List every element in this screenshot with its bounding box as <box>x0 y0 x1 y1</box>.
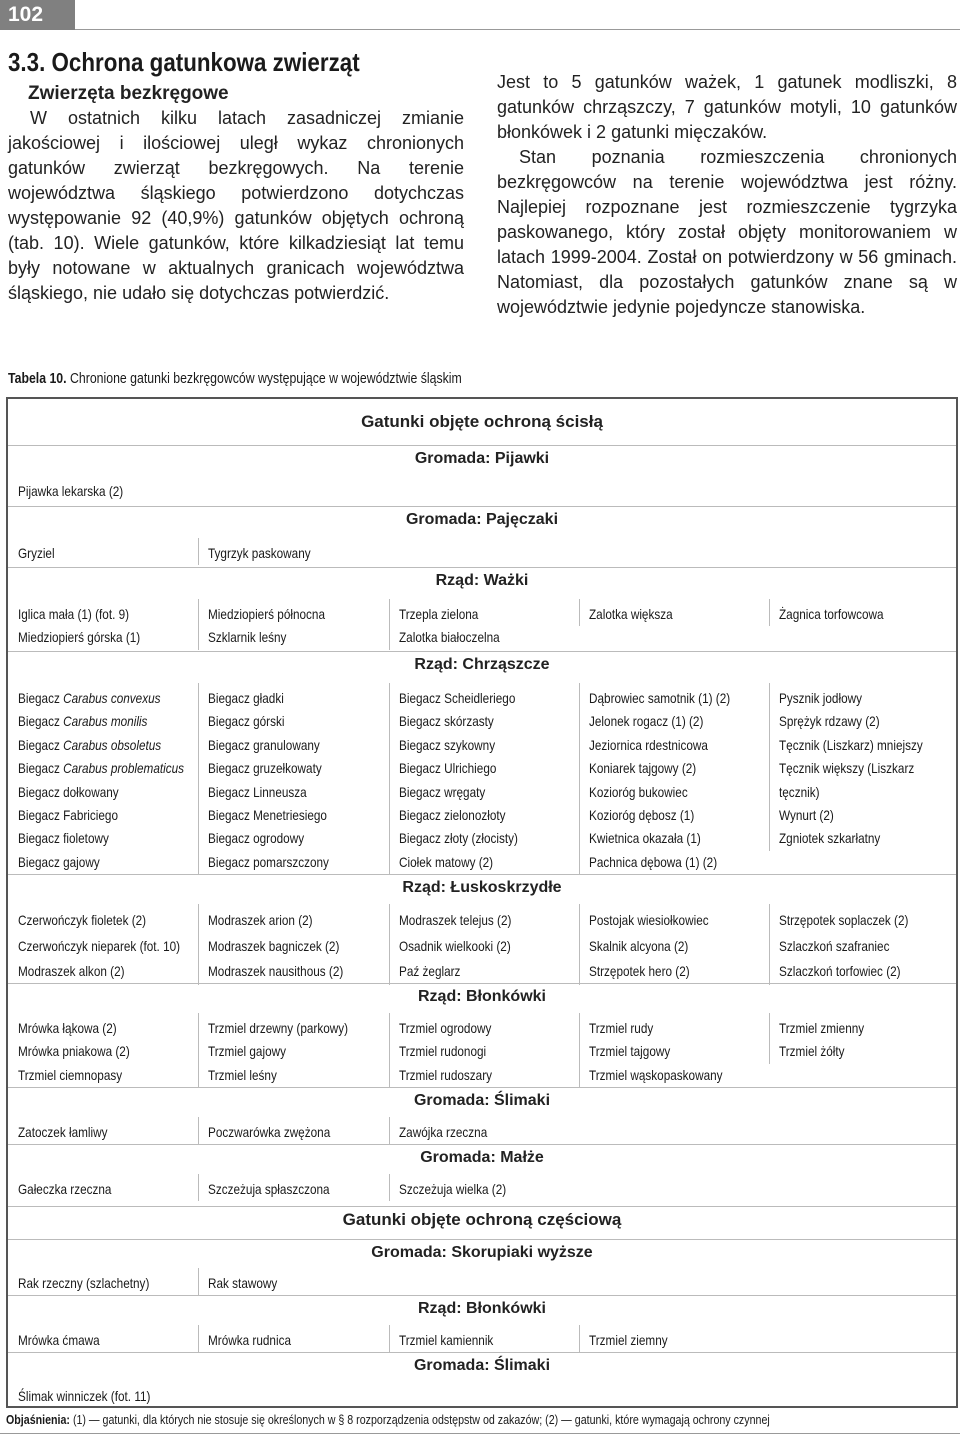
species-name: Kozioróg dębosz (1) <box>589 807 695 824</box>
cell-divider <box>389 1325 390 1352</box>
species-cell <box>8 1178 198 1201</box>
species-name: Zatoczek łamliwy <box>18 1124 108 1140</box>
cell-divider <box>579 1013 580 1087</box>
species-name: Koniarek tajgowy (2) <box>589 760 697 777</box>
species-name: Żagnica torfowcowa <box>779 606 884 622</box>
species-cell <box>198 1272 388 1295</box>
species-name: Trzmiel rudonogi <box>399 1043 487 1060</box>
latin-name: Carabus problematicus <box>63 760 185 777</box>
species-name: Trzmiel kamiennik <box>399 1332 494 1348</box>
cell-divider <box>198 1325 199 1352</box>
right-paragraph-2: Stan poznania rozmieszczenia chronionych bezkręgowców na terenie województwa jest różny. Najlepiej rozpoznane jest rozmieszczenie tygrzyka paskowanego, który został objęty monitorowaniem w latach 1999-2004. Został on potwierdzony w 56 gminach. Natomiast, dla pozostałych gatunków znane są w województwie jedynie pojedyncze stanowiska. <box>497 147 957 317</box>
species-cell <box>389 1121 579 1144</box>
section-heading: Gatunki objęte ochroną ścisłą <box>8 412 956 432</box>
species-name: Biegacz gajowy <box>18 853 100 870</box>
species-name: Trzmiel ogrodowy <box>399 1020 492 1036</box>
species-name: Biegacz dołkowany <box>18 783 119 800</box>
species-name: Biegacz Carabus monilis <box>18 713 148 730</box>
species-cell <box>389 1329 579 1352</box>
species-name: Zalotka białoczelna <box>399 629 500 646</box>
species-cell <box>389 603 579 650</box>
species-cell <box>8 603 198 650</box>
species-name: Kozioróg bukowiec <box>589 783 688 800</box>
species-name: Modraszek nausithous (2) <box>208 963 344 979</box>
species-name: Biegacz Carabus obsoletus <box>18 736 162 753</box>
row-divider <box>8 1295 956 1296</box>
species-cell <box>579 908 769 985</box>
species-cell <box>579 603 769 626</box>
species-cell <box>198 1329 388 1352</box>
species-name: Skalnik alcyona (2) <box>589 937 689 954</box>
species-name: Biegacz Scheidleriego <box>399 690 516 706</box>
section-heading: Gromada: Ślimaki <box>8 1356 956 1376</box>
row-divider <box>8 506 956 507</box>
cell-divider <box>198 599 199 650</box>
section-heading: Gromada: Małże <box>8 1148 956 1168</box>
section-heading: Gromada: Pajęczaki <box>8 510 956 530</box>
row-divider <box>8 983 956 984</box>
latin-name: Carabus convexus <box>63 690 161 706</box>
species-name: Gałeczka rzeczna <box>18 1181 112 1197</box>
species-cell <box>579 687 769 874</box>
species-cell <box>769 687 959 851</box>
section-heading: Rząd: Błonkówki <box>8 1299 956 1319</box>
species-name: Iglica mała (1) (fot. 9) <box>18 606 130 622</box>
species-name: Trzmiel rudoszary <box>399 1066 493 1083</box>
species-name: Zgniotek szkarłatny <box>779 830 881 847</box>
species-name: Miedziopierś północna <box>208 606 326 622</box>
species-cell <box>8 687 198 874</box>
page-number: 102 <box>0 0 75 30</box>
species-name: Trzmiel leśny <box>208 1066 277 1083</box>
species-name: Modraszek telejus (2) <box>399 912 512 928</box>
species-name: Mrówka łąkowa (2) <box>18 1020 117 1036</box>
species-name: Biegacz pomarszczony <box>208 853 329 870</box>
species-name: Mrówka pniakowa (2) <box>18 1043 130 1060</box>
section-heading: Gromada: Skorupiaki wyższe <box>8 1243 956 1263</box>
species-name: Pijawka lekarska (2) <box>18 483 124 499</box>
species-name: Rak stawowy <box>208 1275 278 1291</box>
species-name: Szlaczkoń torfowiec (2) <box>779 963 901 979</box>
species-name: Mrówka ćmawa <box>18 1332 100 1348</box>
species-name: Kwietnica okazała (1) <box>589 830 701 847</box>
species-cell <box>389 687 579 874</box>
species-cell <box>8 480 198 503</box>
species-name: Osadnik wielkooki (2) <box>399 937 511 954</box>
species-name: Modraszek bagniczek (2) <box>208 937 340 954</box>
species-name: Biegacz Linneusza <box>208 783 307 800</box>
species-name: Czerwończyk fioletek (2) <box>18 912 147 928</box>
species-name: Trzmiel drzewny (parkowy) <box>208 1020 349 1036</box>
species-name: Szczeżuja wielka (2) <box>399 1181 507 1197</box>
species-name: Biegacz Fabriciego <box>18 807 119 824</box>
species-cell <box>8 1121 198 1144</box>
species-cell <box>198 1178 388 1201</box>
species-name: Biegacz ogrodowy <box>208 830 305 847</box>
row-divider <box>8 1087 956 1088</box>
species-name: Trzmiel żółty <box>779 1043 845 1060</box>
cell-divider <box>389 683 390 874</box>
cell-divider <box>198 904 199 985</box>
bottom-rule <box>0 1433 960 1434</box>
species-name: Postojak wiesiołkowiec <box>589 912 709 928</box>
species-name: Strzępotek soplaczek (2) <box>779 912 909 928</box>
species-name: Tęcznik większy (Liszkarz <box>779 760 915 777</box>
section-heading: Gromada: Ślimaki <box>8 1091 956 1111</box>
species-name: Trzepla zielona <box>399 606 479 622</box>
species-name: Biegacz Carabus problematicus <box>18 760 185 777</box>
species-cell <box>389 1017 579 1087</box>
species-cell <box>389 908 579 985</box>
species-cell <box>769 1017 959 1064</box>
species-cell <box>198 1017 388 1087</box>
species-name: Biegacz gruzełkowaty <box>208 760 322 777</box>
right-paragraph-1: Jest to 5 gatunków ważek, 1 gatunek modliszki, 8 gatunków chrząszczy, 7 gatunków motyli, 10 gatunków błonkówek i 2 gatunki mięczaków. <box>497 72 957 142</box>
species-name: Trzmiel wąskopaskowany <box>589 1066 723 1083</box>
cell-divider <box>198 683 199 874</box>
species-name: Trzmiel zmienny <box>779 1020 865 1036</box>
cell-divider <box>198 1117 199 1144</box>
species-cell <box>198 603 388 650</box>
section-heading: Rząd: Ważki <box>8 571 956 591</box>
species-name: Biegacz szykowny <box>399 736 496 753</box>
section-heading: Rząd: Chrząszcze <box>8 655 956 675</box>
row-divider <box>8 1206 956 1207</box>
species-name: Pachnica dębowa (1) (2) <box>589 853 718 870</box>
species-cell <box>579 1017 769 1087</box>
species-cell <box>769 908 959 985</box>
species-cell <box>8 1272 198 1295</box>
species-name: Zawójka rzeczna <box>399 1124 488 1140</box>
row-divider <box>8 1144 956 1145</box>
species-name: Jelonek rogacz (1) (2) <box>589 713 704 730</box>
cell-divider <box>579 599 580 626</box>
species-name: Tęcznik (Liszkarz) mniejszy <box>779 736 923 753</box>
footnote-text: (1) — gatunki, dla których nie stosuje się określonych w § 8 rozporządzenia odstępstw od zakazów; (2) — gatunki, które wymagają ochrony czynnej <box>69 1412 770 1427</box>
species-cell <box>8 542 198 565</box>
section-heading: Gatunki objęte ochroną częściową <box>8 1210 956 1230</box>
row-divider <box>8 874 956 875</box>
species-name: Biegacz granulowany <box>208 736 320 753</box>
row-divider <box>8 1352 956 1353</box>
latin-name: Carabus monilis <box>63 713 148 730</box>
species-cell <box>769 603 959 626</box>
species-cell <box>198 1121 388 1144</box>
species-name: Wynurt (2) <box>779 807 834 824</box>
section-heading: Rząd: Błonkówki <box>8 987 956 1007</box>
cell-divider <box>769 683 770 851</box>
cell-divider <box>579 904 580 985</box>
species-name: Rak rzeczny (szlachetny) <box>18 1275 150 1291</box>
cell-divider <box>198 1268 199 1295</box>
species-name: Biegacz fioletowy <box>18 830 109 847</box>
species-cell <box>198 908 388 985</box>
species-name: Pysznik jodłowy <box>779 690 863 706</box>
species-name: Trzmiel ciemnopasy <box>18 1066 123 1083</box>
species-name: Biegacz Menetriesiego <box>208 807 327 824</box>
row-divider <box>8 651 956 652</box>
footnote <box>6 1410 785 1430</box>
species-name: Gryziel <box>18 545 55 561</box>
species-name: Zalotka większa <box>589 606 673 622</box>
species-name: Ciołek matowy (2) <box>399 853 494 870</box>
cell-divider <box>769 904 770 985</box>
species-name: Trzmiel gajowy <box>208 1043 286 1060</box>
species-name: Modraszek alkon (2) <box>18 963 125 979</box>
species-cell <box>8 908 198 985</box>
species-name: Miedziopierś górska (1) <box>18 629 141 646</box>
section-heading: Gromada: Pijawki <box>8 449 956 469</box>
table-caption <box>8 368 462 390</box>
row-divider <box>8 445 956 446</box>
species-cell <box>8 1017 198 1087</box>
species-name: Poczwarówka zwężona <box>208 1124 331 1140</box>
species-cell <box>198 542 388 565</box>
cell-divider <box>389 1174 390 1201</box>
subtitle: Zwierzęta bezkręgowe <box>28 83 229 104</box>
species-name: Biegacz wręgaty <box>399 783 486 800</box>
species-name: Biegacz gładki <box>208 690 284 706</box>
table-caption-label: Tabela 10. <box>8 370 67 387</box>
cell-divider <box>579 683 580 874</box>
species-name: tęcznik) <box>779 783 820 800</box>
species-cell <box>198 687 388 874</box>
species-name: Biegacz Carabus convexus <box>18 690 161 706</box>
species-name: Biegacz Ulrichiego <box>399 760 497 777</box>
species-cell <box>389 1178 579 1201</box>
species-cell <box>8 1385 198 1408</box>
cell-divider <box>389 1117 390 1144</box>
species-name: Szlaczkoń szafraniec <box>779 937 890 954</box>
cell-divider <box>769 599 770 626</box>
species-name: Trzmiel rudy <box>589 1020 654 1036</box>
species-name: Strzępotek hero (2) <box>589 963 690 979</box>
section-title: 3.3. Ochrona gatunkowa zwierząt <box>8 47 360 77</box>
species-name: Szklarnik leśny <box>208 629 287 646</box>
species-name: Szczeżuja spłaszczona <box>208 1181 330 1197</box>
species-cell <box>579 1329 769 1352</box>
cell-divider <box>579 1325 580 1352</box>
latin-name: Carabus obsoletus <box>63 736 162 753</box>
row-divider <box>8 567 956 568</box>
cell-divider <box>769 1013 770 1064</box>
species-name: Sprężyk rdzawy (2) <box>779 713 880 730</box>
species-name: Mrówka rudnica <box>208 1332 292 1348</box>
species-name: Trzmiel ziemny <box>589 1332 668 1348</box>
species-name: Trzmiel tajgowy <box>589 1043 671 1060</box>
cell-divider <box>198 538 199 565</box>
cell-divider <box>389 1013 390 1087</box>
species-name: Paź żeglarz <box>399 963 461 979</box>
species-name: Biegacz złoty (złocisty) <box>399 830 518 847</box>
section-heading: Rząd: Łuskoskrzydłe <box>8 878 956 898</box>
footnote-label: Objaśnienia: <box>6 1412 70 1427</box>
table-caption-text: Chronione gatunki bezkręgowców występujące w województwie śląskim <box>69 370 462 387</box>
species-cell <box>8 1329 198 1352</box>
species-name: Jeziornica rdestnicowa <box>589 736 708 753</box>
cell-divider <box>389 904 390 985</box>
species-table <box>6 397 958 1408</box>
row-divider <box>8 1239 956 1240</box>
species-name: Dąbrowiec samotnik (1) (2) <box>589 690 731 706</box>
species-name: Modraszek arion (2) <box>208 912 313 928</box>
left-paragraph: W ostatnich kilku latach zasadniczej zmianie jakościowej i ilościowej uległ wykaz chronionych gatunków zwierząt bezkręgowych. Na terenie województwa śląskiego potwierdzono dotychczas występowanie 92 (40,9%) gatunków objętych ochroną (tab. 10). Wiele gatunków, które kilkadziesiąt lat temu były notowane w aktualnych granicach województwa śląskiego, nie udało się dotychczas potwierdzić. <box>8 108 464 303</box>
species-name: Czerwończyk nieparek (fot. 10) <box>18 937 181 954</box>
species-name: Biegacz skórzasty <box>399 713 494 730</box>
right-column <box>497 70 957 320</box>
species-name: Biegacz zielonozłoty <box>399 807 506 824</box>
species-name: Tygrzyk paskowany <box>208 545 311 561</box>
cell-divider <box>198 1174 199 1201</box>
species-name: Biegacz górski <box>208 713 285 730</box>
cell-divider <box>198 1013 199 1087</box>
species-name: Ślimak winniczek (fot. 11) <box>18 1388 151 1404</box>
top-rule <box>75 29 960 30</box>
cell-divider <box>389 599 390 650</box>
left-column <box>8 81 464 306</box>
